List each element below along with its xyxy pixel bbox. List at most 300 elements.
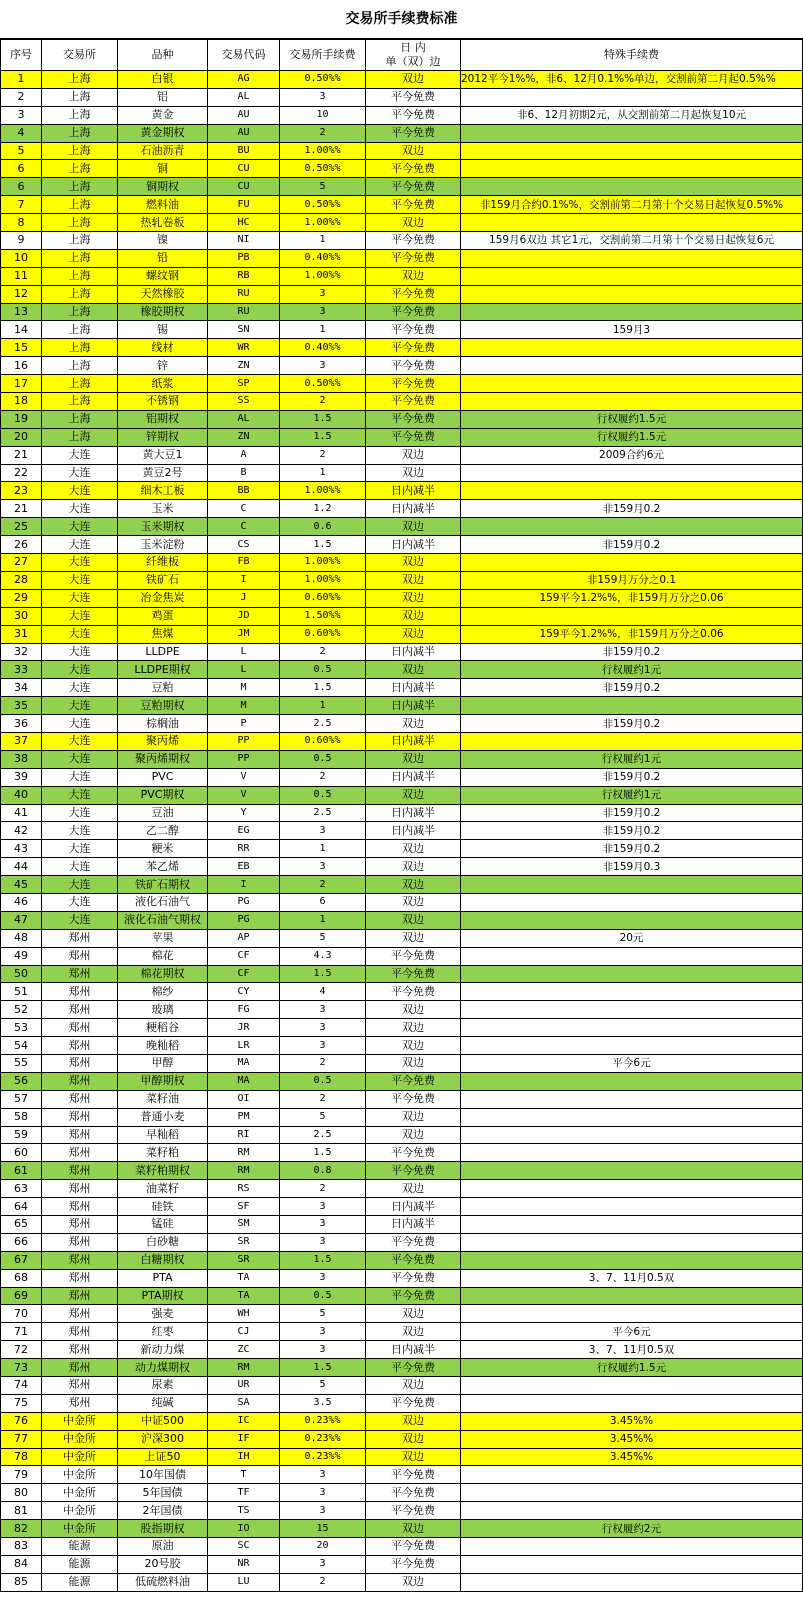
cell-special — [461, 1377, 803, 1395]
cell-exchange: 郑州 — [42, 1054, 118, 1072]
cell-fee: 3 — [280, 1466, 366, 1484]
cell-code: TA — [208, 1269, 280, 1287]
cell-intraday: 平今免费 — [366, 1555, 461, 1573]
cell-special — [461, 1394, 803, 1412]
table-row — [1, 589, 803, 607]
cell-product: 菜籽粕 — [118, 1144, 208, 1162]
cell-exchange: 上海 — [42, 214, 118, 232]
cell-special — [461, 911, 803, 929]
table-row — [1, 1573, 803, 1591]
cell-intraday: 平今免费 — [366, 1251, 461, 1269]
cell-fee: 1.5 — [280, 679, 366, 697]
header-intraday-line2: 单（双）边 — [385, 55, 441, 68]
cell-fee: 1.00%% — [280, 482, 366, 500]
cell-code: SR — [208, 1233, 280, 1251]
cell-seq: 5 — [1, 142, 42, 160]
cell-intraday: 双边 — [366, 1126, 461, 1144]
cell-fee: 2 — [280, 393, 366, 411]
cell-exchange: 上海 — [42, 160, 118, 178]
cell-intraday: 平今免费 — [366, 88, 461, 106]
header-intraday — [366, 40, 461, 71]
table-row — [1, 1216, 803, 1234]
cell-product: PVC期权 — [118, 786, 208, 804]
cell-seq: 10 — [1, 249, 42, 267]
cell-intraday: 双边 — [366, 1019, 461, 1037]
cell-special: 非159月0.2 — [461, 536, 803, 554]
cell-seq: 7 — [1, 196, 42, 214]
cell-product: 铝期权 — [118, 410, 208, 428]
table-row — [1, 1287, 803, 1305]
cell-special — [461, 965, 803, 983]
cell-code: CF — [208, 947, 280, 965]
cell-product: 上证50 — [118, 1448, 208, 1466]
cell-code: RU — [208, 303, 280, 321]
cell-product: 铁矿石期权 — [118, 876, 208, 894]
table-row — [1, 160, 803, 178]
table-row — [1, 1269, 803, 1287]
cell-seq: 40 — [1, 786, 42, 804]
cell-fee: 1.00%% — [280, 142, 366, 160]
cell-special — [461, 1072, 803, 1090]
cell-code: FG — [208, 1001, 280, 1019]
cell-intraday: 日内减半 — [366, 643, 461, 661]
cell-fee: 1.00%% — [280, 214, 366, 232]
cell-seq: 32 — [1, 643, 42, 661]
cell-special: 3.45%% — [461, 1448, 803, 1466]
cell-special — [461, 1108, 803, 1126]
cell-seq: 42 — [1, 822, 42, 840]
cell-exchange: 大连 — [42, 571, 118, 589]
cell-seq: 29 — [1, 589, 42, 607]
cell-exchange: 郑州 — [42, 1108, 118, 1126]
cell-intraday: 日内减半 — [366, 822, 461, 840]
cell-fee: 0.50%% — [280, 196, 366, 214]
cell-code: PM — [208, 1108, 280, 1126]
cell-exchange: 郑州 — [42, 1144, 118, 1162]
cell-seq: 3 — [1, 106, 42, 124]
table-row — [1, 1520, 803, 1538]
cell-intraday: 双边 — [366, 214, 461, 232]
cell-special — [461, 375, 803, 393]
cell-exchange: 大连 — [42, 715, 118, 733]
table-row — [1, 393, 803, 411]
table-row — [1, 893, 803, 911]
cell-seq: 2 — [1, 88, 42, 106]
cell-intraday: 双边 — [366, 1448, 461, 1466]
table-row — [1, 1108, 803, 1126]
cell-fee: 2 — [280, 768, 366, 786]
cell-exchange: 郑州 — [42, 1269, 118, 1287]
cell-product: 棉花 — [118, 947, 208, 965]
cell-seq: 74 — [1, 1377, 42, 1395]
cell-seq: 23 — [1, 482, 42, 500]
table-row — [1, 428, 803, 446]
cell-seq: 1 — [1, 71, 42, 89]
cell-seq: 35 — [1, 697, 42, 715]
cell-fee: 3 — [280, 303, 366, 321]
cell-special: 行权履约1元 — [461, 750, 803, 768]
cell-seq: 48 — [1, 929, 42, 947]
cell-seq: 4 — [1, 124, 42, 142]
table-row — [1, 661, 803, 679]
cell-seq: 60 — [1, 1144, 42, 1162]
cell-product: 豆油 — [118, 804, 208, 822]
cell-fee: 3 — [280, 1323, 366, 1341]
cell-code: CU — [208, 178, 280, 196]
table-row — [1, 750, 803, 768]
cell-product: 铁矿石 — [118, 571, 208, 589]
table-row — [1, 965, 803, 983]
cell-code: LU — [208, 1573, 280, 1591]
cell-code: PP — [208, 732, 280, 750]
cell-intraday: 平今免费 — [366, 1144, 461, 1162]
cell-code: ZC — [208, 1341, 280, 1359]
cell-fee: 1.2 — [280, 500, 366, 518]
table-row — [1, 1394, 803, 1412]
cell-fee: 2 — [280, 643, 366, 661]
cell-code: SS — [208, 393, 280, 411]
cell-product: 乙二醇 — [118, 822, 208, 840]
cell-code: CY — [208, 983, 280, 1001]
cell-fee: 3 — [280, 822, 366, 840]
cell-special: 3、7、11月0.5双 — [461, 1269, 803, 1287]
table-row — [1, 1198, 803, 1216]
cell-code: ZN — [208, 357, 280, 375]
cell-seq: 79 — [1, 1466, 42, 1484]
cell-fee: 6 — [280, 893, 366, 911]
cell-exchange: 郑州 — [42, 1341, 118, 1359]
cell-product: 普通小麦 — [118, 1108, 208, 1126]
table-row — [1, 643, 803, 661]
cell-fee: 1 — [280, 840, 366, 858]
cell-code: RU — [208, 285, 280, 303]
cell-exchange: 郑州 — [42, 1394, 118, 1412]
cell-special: 非159月0.2 — [461, 643, 803, 661]
cell-special — [461, 1216, 803, 1234]
cell-fee: 1 — [280, 911, 366, 929]
table-row — [1, 1448, 803, 1466]
cell-code: AU — [208, 124, 280, 142]
cell-exchange: 大连 — [42, 679, 118, 697]
cell-fee: 0.23%% — [280, 1448, 366, 1466]
cell-product: 硅铁 — [118, 1198, 208, 1216]
cell-code: V — [208, 786, 280, 804]
cell-exchange: 上海 — [42, 71, 118, 89]
table-row — [1, 571, 803, 589]
cell-product: 镍 — [118, 232, 208, 250]
cell-code: PP — [208, 750, 280, 768]
cell-fee: 0.40%% — [280, 339, 366, 357]
cell-special — [461, 893, 803, 911]
cell-intraday: 平今免费 — [366, 124, 461, 142]
cell-fee: 0.5 — [280, 661, 366, 679]
cell-seq: 67 — [1, 1251, 42, 1269]
cell-seq: 39 — [1, 768, 42, 786]
cell-intraday: 平今免费 — [366, 1090, 461, 1108]
table-row — [1, 446, 803, 464]
cell-intraday: 双边 — [366, 518, 461, 536]
cell-fee: 1.5 — [280, 1251, 366, 1269]
cell-seq: 53 — [1, 1019, 42, 1037]
cell-special — [461, 1538, 803, 1556]
cell-exchange: 大连 — [42, 732, 118, 750]
cell-code: FB — [208, 554, 280, 572]
cell-exchange: 郑州 — [42, 965, 118, 983]
table-row — [1, 1251, 803, 1269]
cell-intraday: 平今免费 — [366, 160, 461, 178]
table-row — [1, 88, 803, 106]
cell-exchange: 郑州 — [42, 1323, 118, 1341]
cell-exchange: 大连 — [42, 858, 118, 876]
cell-intraday: 双边 — [366, 840, 461, 858]
cell-seq: 18 — [1, 393, 42, 411]
cell-seq: 58 — [1, 1108, 42, 1126]
cell-exchange: 中金所 — [42, 1448, 118, 1466]
table-row — [1, 178, 803, 196]
cell-code: CU — [208, 160, 280, 178]
cell-seq: 76 — [1, 1412, 42, 1430]
cell-seq: 68 — [1, 1269, 42, 1287]
cell-fee: 3 — [280, 1502, 366, 1520]
cell-exchange: 上海 — [42, 178, 118, 196]
cell-exchange: 大连 — [42, 518, 118, 536]
cell-exchange: 大连 — [42, 643, 118, 661]
cell-code: BU — [208, 142, 280, 160]
cell-special — [461, 1144, 803, 1162]
cell-exchange: 大连 — [42, 625, 118, 643]
cell-product: 细木工板 — [118, 482, 208, 500]
cell-fee: 1.5 — [280, 1359, 366, 1377]
cell-product: 螺纹钢 — [118, 267, 208, 285]
cell-exchange: 上海 — [42, 142, 118, 160]
cell-special — [461, 303, 803, 321]
cell-product: 早籼稻 — [118, 1126, 208, 1144]
cell-code: A — [208, 446, 280, 464]
cell-exchange: 郑州 — [42, 1019, 118, 1037]
cell-code: CS — [208, 536, 280, 554]
table-row — [1, 1090, 803, 1108]
cell-product: 黄金 — [118, 106, 208, 124]
cell-product: 铅 — [118, 249, 208, 267]
cell-special: 非159月0.2 — [461, 715, 803, 733]
cell-exchange: 大连 — [42, 536, 118, 554]
cell-seq: 65 — [1, 1216, 42, 1234]
cell-seq: 41 — [1, 804, 42, 822]
cell-code: IO — [208, 1520, 280, 1538]
cell-exchange: 郑州 — [42, 1090, 118, 1108]
cell-code: L — [208, 643, 280, 661]
cell-seq: 82 — [1, 1520, 42, 1538]
cell-exchange: 大连 — [42, 840, 118, 858]
table-row — [1, 768, 803, 786]
cell-code: NR — [208, 1555, 280, 1573]
cell-seq: 27 — [1, 554, 42, 572]
cell-fee: 3 — [280, 88, 366, 106]
cell-intraday: 双边 — [366, 929, 461, 947]
cell-fee: 1 — [280, 464, 366, 482]
cell-exchange: 郑州 — [42, 1001, 118, 1019]
cell-code: MA — [208, 1054, 280, 1072]
cell-fee: 10 — [280, 106, 366, 124]
table-row — [1, 679, 803, 697]
cell-special — [461, 518, 803, 536]
cell-intraday: 平今免费 — [366, 321, 461, 339]
cell-exchange: 能源 — [42, 1538, 118, 1556]
cell-product: 动力煤期权 — [118, 1359, 208, 1377]
table-row — [1, 1037, 803, 1055]
cell-product: 锰硅 — [118, 1216, 208, 1234]
cell-fee: 1.5 — [280, 428, 366, 446]
cell-seq: 70 — [1, 1305, 42, 1323]
cell-seq: 46 — [1, 893, 42, 911]
cell-product: 苹果 — [118, 929, 208, 947]
cell-product: 冶金焦炭 — [118, 589, 208, 607]
table-row — [1, 1323, 803, 1341]
cell-exchange: 上海 — [42, 428, 118, 446]
cell-special — [461, 124, 803, 142]
cell-exchange: 大连 — [42, 697, 118, 715]
cell-seq: 14 — [1, 321, 42, 339]
cell-intraday: 日内减半 — [366, 536, 461, 554]
table-body — [1, 71, 803, 1592]
cell-intraday: 平今免费 — [366, 178, 461, 196]
cell-special — [461, 178, 803, 196]
cell-fee: 1 — [280, 321, 366, 339]
cell-intraday: 双边 — [366, 142, 461, 160]
cell-intraday: 日内减半 — [366, 768, 461, 786]
table-row — [1, 876, 803, 894]
cell-intraday: 双边 — [366, 571, 461, 589]
cell-special — [461, 357, 803, 375]
cell-special: 非159月0.3 — [461, 858, 803, 876]
cell-product: 聚丙烯期权 — [118, 750, 208, 768]
cell-code: AP — [208, 929, 280, 947]
cell-special — [461, 464, 803, 482]
cell-product: 黄金期权 — [118, 124, 208, 142]
cell-intraday: 平今免费 — [366, 1269, 461, 1287]
cell-seq: 52 — [1, 1001, 42, 1019]
table-row — [1, 464, 803, 482]
cell-product: 豆粕 — [118, 679, 208, 697]
cell-product: 强麦 — [118, 1305, 208, 1323]
cell-seq: 71 — [1, 1323, 42, 1341]
cell-code: RI — [208, 1126, 280, 1144]
cell-intraday: 平今免费 — [366, 393, 461, 411]
table-row — [1, 1466, 803, 1484]
cell-fee: 2 — [280, 1180, 366, 1198]
cell-seq: 9 — [1, 232, 42, 250]
cell-special: 平今6元 — [461, 1323, 803, 1341]
cell-product: 铜期权 — [118, 178, 208, 196]
cell-product: 粳稻谷 — [118, 1019, 208, 1037]
cell-seq: 38 — [1, 750, 42, 768]
cell-seq: 11 — [1, 267, 42, 285]
cell-product: 焦煤 — [118, 625, 208, 643]
cell-fee: 0.50%% — [280, 160, 366, 178]
cell-exchange: 郑州 — [42, 1287, 118, 1305]
cell-special — [461, 1019, 803, 1037]
cell-seq: 33 — [1, 661, 42, 679]
cell-code: LR — [208, 1037, 280, 1055]
table-row — [1, 1126, 803, 1144]
cell-fee: 2.5 — [280, 715, 366, 733]
cell-exchange: 上海 — [42, 106, 118, 124]
cell-intraday: 平今免费 — [366, 410, 461, 428]
cell-intraday: 日内减半 — [366, 482, 461, 500]
cell-product: 晚籼稻 — [118, 1037, 208, 1055]
cell-exchange: 能源 — [42, 1555, 118, 1573]
cell-fee: 0.60%% — [280, 625, 366, 643]
cell-special — [461, 393, 803, 411]
cell-fee: 2 — [280, 1573, 366, 1591]
cell-special — [461, 1180, 803, 1198]
cell-code: RB — [208, 267, 280, 285]
cell-special — [461, 249, 803, 267]
cell-fee: 0.40%% — [280, 249, 366, 267]
cell-seq: 21 — [1, 500, 42, 518]
table-row — [1, 1162, 803, 1180]
cell-product: 20号胶 — [118, 1555, 208, 1573]
cell-product: 液化石油气期权 — [118, 911, 208, 929]
header-intraday-line1: 日 内 — [400, 41, 426, 54]
cell-code: ZN — [208, 428, 280, 446]
cell-intraday: 平今免费 — [366, 1072, 461, 1090]
cell-fee: 3 — [280, 1341, 366, 1359]
cell-fee: 3 — [280, 1216, 366, 1234]
table-row — [1, 1144, 803, 1162]
cell-special: 159月6双边 其它1元，交割前第二月第十个交易日起恢复6元 — [461, 232, 803, 250]
table-row — [1, 518, 803, 536]
cell-code: SA — [208, 1394, 280, 1412]
cell-exchange: 中金所 — [42, 1412, 118, 1430]
table-row — [1, 929, 803, 947]
cell-product: 锌 — [118, 357, 208, 375]
table-row — [1, 285, 803, 303]
cell-intraday: 双边 — [366, 625, 461, 643]
cell-exchange: 郑州 — [42, 1233, 118, 1251]
cell-fee: 1.5 — [280, 536, 366, 554]
cell-intraday: 双边 — [366, 858, 461, 876]
cell-fee: 2 — [280, 446, 366, 464]
cell-special — [461, 1555, 803, 1573]
table-row — [1, 858, 803, 876]
cell-intraday: 日内减半 — [366, 804, 461, 822]
cell-fee: 0.5 — [280, 1287, 366, 1305]
cell-seq: 37 — [1, 732, 42, 750]
cell-exchange: 上海 — [42, 196, 118, 214]
cell-exchange: 郑州 — [42, 1359, 118, 1377]
cell-intraday: 平今免费 — [366, 1466, 461, 1484]
cell-product: 沪深300 — [118, 1430, 208, 1448]
cell-fee: 3 — [280, 357, 366, 375]
cell-exchange: 郑州 — [42, 983, 118, 1001]
cell-exchange: 郑州 — [42, 1216, 118, 1234]
cell-product: 液化石油气 — [118, 893, 208, 911]
cell-intraday: 双边 — [366, 589, 461, 607]
cell-fee: 0.8 — [280, 1162, 366, 1180]
cell-seq: 54 — [1, 1037, 42, 1055]
cell-code: JD — [208, 607, 280, 625]
cell-exchange: 能源 — [42, 1573, 118, 1591]
cell-special — [461, 160, 803, 178]
table-row — [1, 1019, 803, 1037]
cell-product: PVC — [118, 768, 208, 786]
cell-product: 新动力煤 — [118, 1341, 208, 1359]
cell-exchange: 大连 — [42, 589, 118, 607]
cell-special: 非6、12月初期2元，从交割前第二月起恢复10元 — [461, 106, 803, 124]
cell-fee: 3 — [280, 1198, 366, 1216]
cell-special — [461, 1484, 803, 1502]
